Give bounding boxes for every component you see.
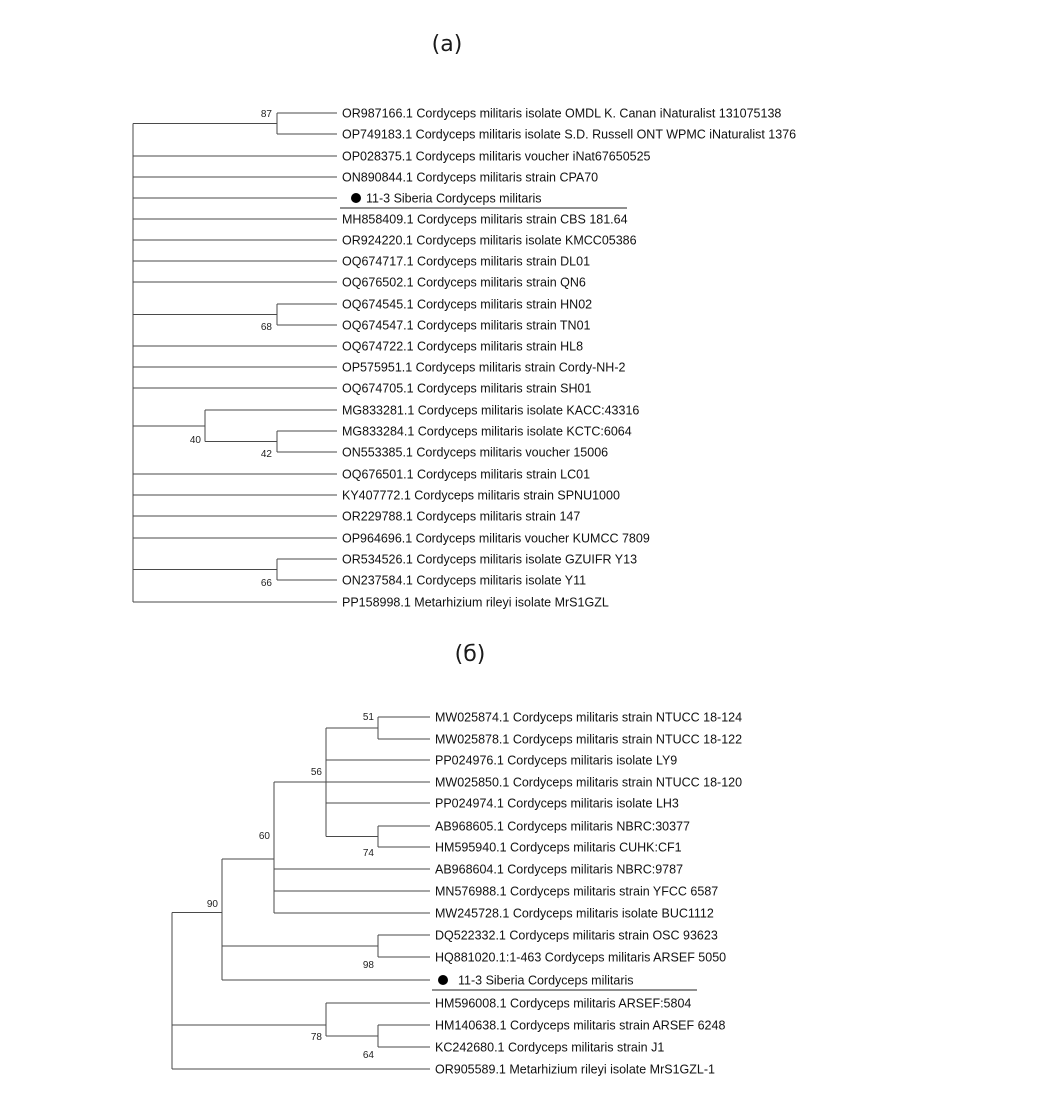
a-tip-label-12: OQ674722.1 Cordyceps militaris strain HL8 [342, 339, 584, 354]
b-bootstrap-78: 78 [310, 1032, 322, 1043]
b-tip-label-16: KC242680.1 Cordyceps militaris strain J1 [435, 1040, 665, 1055]
a-tip-label-7: OR924220.1 Cordyceps militaris isolate KMCC05386 [342, 233, 637, 248]
a-tip-label-highlight: 11-3 Siberia Cordyceps militaris [366, 191, 542, 206]
a-tip-label-22: OR534526.1 Cordyceps militaris isolate GZUIFR Y13 [342, 552, 638, 567]
b-tip-label-9: MN576988.1 Cordyceps militaris strain YFCC 6587 [435, 884, 719, 899]
b-tip-label-7: HM595940.1 Cordyceps militaris CUHK:CF1 [435, 840, 682, 855]
b-bootstrap-90: 90 [206, 899, 218, 910]
b-tip-label-3: PP024976.1 Cordyceps militaris isolate LY9 [435, 753, 678, 768]
b-tip-label-6: AB968605.1 Cordyceps militaris NBRC:30377 [435, 819, 690, 834]
a-tip-label-17: ON553385.1 Cordyceps militaris voucher 15006 [342, 445, 609, 460]
a-tip-label-13: OP575951.1 Cordyceps militaris strain Cordy-NH-2 [342, 360, 626, 375]
a-tip-label-23: ON237584.1 Cordyceps militaris isolate Y11 [342, 573, 587, 588]
a-bootstrap-68: 68 [260, 322, 272, 333]
b-tip-label-highlight: 11-3 Siberia Cordyceps militaris [458, 973, 634, 988]
b-bootstrap-60: 60 [258, 831, 270, 842]
a-tip-label-15: MG833281.1 Cordyceps militaris isolate KACC:43316 [342, 403, 640, 418]
b-highlight-marker [438, 975, 448, 985]
a-bootstrap-66: 66 [260, 578, 272, 589]
a-tip-label-6: MH858409.1 Cordyceps militaris strain CBS 181.64 [342, 212, 628, 227]
panel-label-a: (a) [431, 32, 463, 57]
a-tip-label-9: OQ676502.1 Cordyceps militaris strain QN6 [342, 275, 586, 290]
b-tip-label-2: MW025878.1 Cordyceps militaris strain NTUCC 18-122 [435, 732, 743, 747]
b-tip-label-8: AB968604.1 Cordyceps militaris NBRC:9787 [435, 862, 684, 877]
a-tip-label-3: OP028375.1 Cordyceps militaris voucher iNat67650525 [342, 149, 651, 164]
a-bootstrap-87: 87 [260, 109, 272, 120]
b-bootstrap-98: 98 [362, 960, 374, 971]
b-tip-label-5: PP024974.1 Cordyceps militaris isolate LH3 [435, 796, 679, 811]
a-tip-label-11: OQ674547.1 Cordyceps militaris strain TN01 [342, 318, 591, 333]
a-highlight-marker [351, 193, 361, 203]
a-tip-label-21: OP964696.1 Cordyceps militaris voucher KUMCC 7809 [342, 531, 650, 546]
a-tip-label-16: MG833284.1 Cordyceps militaris isolate KCTC:6064 [342, 424, 632, 439]
a-tip-label-1: OR987166.1 Cordyceps militaris isolate OMDL K. Canan iNaturalist 131075138 [342, 106, 782, 121]
a-tip-label-18: OQ676501.1 Cordyceps militaris strain LC01 [342, 467, 591, 482]
b-tip-label-1: MW025874.1 Cordyceps militaris strain NTUCC 18-124 [435, 710, 743, 725]
a-bootstrap-40: 40 [189, 435, 201, 446]
a-tip-label-4: ON890844.1 Cordyceps militaris strain CPA70 [342, 170, 599, 185]
b-tip-label-4: MW025850.1 Cordyceps militaris strain NTUCC 18-120 [435, 775, 743, 790]
b-tip-label-14: HM596008.1 Cordyceps militaris ARSEF:5804 [435, 996, 692, 1011]
a-tip-label-2: OP749183.1 Cordyceps militaris isolate S.D. Russell ONT WPMC iNaturalist 1376 [342, 127, 797, 142]
a-tip-label-19: KY407772.1 Cordyceps militaris strain SPNU1000 [342, 488, 620, 503]
b-tip-label-11: DQ522332.1 Cordyceps militaris strain OSC 93623 [435, 928, 718, 943]
b-tip-label-15: HM140638.1 Cordyceps militaris strain ARSEF 6248 [435, 1018, 726, 1033]
b-tip-label-10: MW245728.1 Cordyceps militaris isolate BUC1112 [435, 906, 714, 921]
a-tip-label-20: OR229788.1 Cordyceps militaris strain 147 [342, 509, 581, 524]
a-tip-label-8: OQ674717.1 Cordyceps militaris strain DL01 [342, 254, 591, 269]
panel-label-b: (б) [454, 642, 486, 667]
b-tip-label-17: OR905589.1 Metarhizium rileyi isolate MrS1GZL-1 [435, 1062, 715, 1077]
b-bootstrap-56: 56 [310, 767, 322, 778]
b-bootstrap-64: 64 [362, 1050, 374, 1061]
b-tip-label-12: HQ881020.1:1-463 Cordyceps militaris ARSEF 5050 [435, 950, 727, 965]
a-tip-label-24: PP158998.1 Metarhizium rileyi isolate MrS1GZL [342, 595, 609, 610]
a-tip-label-14: OQ674705.1 Cordyceps militaris strain SH01 [342, 381, 592, 396]
a-bootstrap-42: 42 [260, 449, 272, 460]
b-bootstrap-74: 74 [362, 848, 374, 859]
a-tip-label-10: OQ674545.1 Cordyceps militaris strain HN02 [342, 297, 593, 312]
b-bootstrap-51: 51 [362, 712, 374, 723]
